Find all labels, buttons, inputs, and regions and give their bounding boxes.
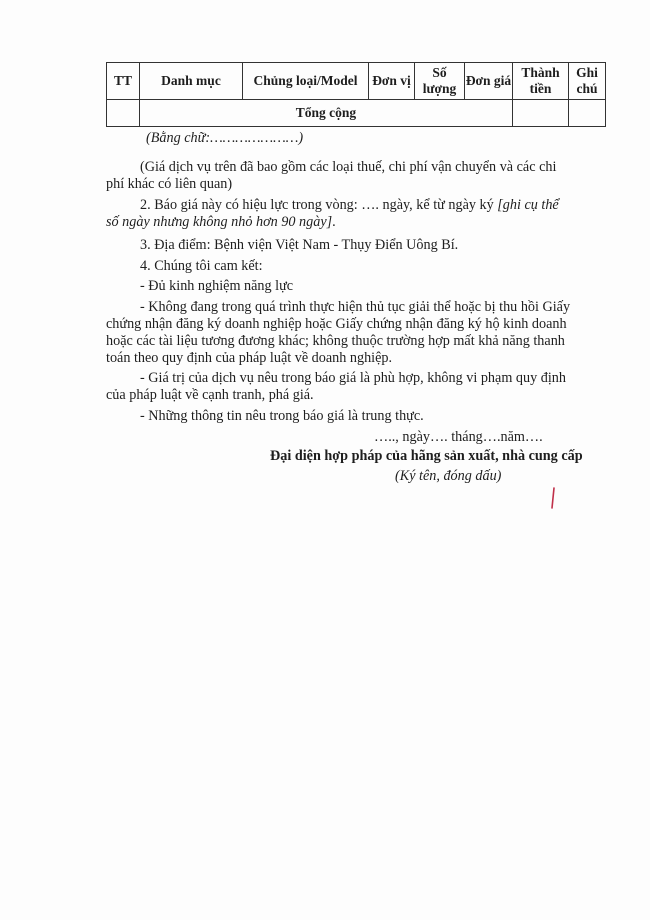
header-cell-note: Ghi chú: [569, 63, 606, 100]
item-2-line-1: [140, 196, 559, 214]
item-2-text: 2. Báo giá này có hiệu lực trong vòng: …. ngày, kể từ ngày ký: [140, 197, 498, 213]
total-empty-cell: [107, 100, 140, 127]
total-note-cell: [569, 100, 606, 127]
commitment-2-line-2: chứng nhận đăng ký doanh nghiệp hoặc Giấy chứng nhận đăng ký hộ kinh doanh: [106, 316, 567, 332]
amount-in-words: (Bằng chữ:…………………): [146, 130, 304, 146]
signature-note: (Ký tên, đóng dấu): [395, 468, 502, 484]
table-header-row: [107, 63, 606, 100]
item-2-line-2: [106, 213, 336, 231]
item-2-note-start: [ghi cụ thể: [497, 197, 559, 213]
commitment-1: - Đủ kinh nghiệm năng lực: [140, 278, 294, 294]
table-total-row: [107, 100, 606, 127]
header-cell-model: Chủng loại/Model: [243, 63, 369, 100]
signature-date: ….., ngày…. tháng….năm….: [374, 429, 543, 445]
commitment-4: - Những thông tin nêu trong báo giá là trung thực.: [140, 408, 424, 424]
vat-note-line-2: phí khác có liên quan): [106, 176, 233, 192]
header-cell-amount: Thành tiền: [513, 63, 569, 100]
header-cell-unit-price: Đơn giá: [465, 63, 513, 100]
signature-title: Đại diện hợp pháp của hãng sản xuất, nhà cung cấp: [270, 448, 583, 464]
header-cell-tt: TT: [107, 63, 140, 100]
commitment-2-line-4: toán theo quy định của pháp luật về doanh nghiệp.: [106, 350, 393, 366]
total-amount-cell: [513, 100, 569, 127]
header-cell-category: Danh mục: [140, 63, 243, 100]
vat-note-line-1: (Giá dịch vụ trên đã bao gồm các loại thuế, chi phí vận chuyển và các chi: [140, 159, 557, 175]
item-2-period: .: [332, 214, 336, 230]
commitment-2-line-1: - Không đang trong quá trình thực hiện thủ tục giải thể hoặc bị thu hồi Giấy: [140, 299, 571, 315]
total-label-cell: Tổng cộng: [140, 100, 513, 127]
quote-table: [106, 62, 606, 127]
item-2-note-end: số ngày nhưng không nhỏ hơn 90 ngày]: [106, 214, 333, 230]
commitment-2-line-3: hoặc các tài liệu tương đương khác; không thuộc trường hợp mất khả năng thanh: [106, 333, 565, 349]
pen-mark-icon: [549, 487, 557, 509]
commitment-3-line-1: - Giá trị của dịch vụ nêu trong báo giá là phù hợp, không vi phạm quy định: [140, 370, 566, 386]
item-4-commitment-heading: 4. Chúng tôi cam kết:: [140, 258, 263, 274]
header-cell-quantity: Số lượng: [415, 63, 465, 100]
item-3-location: 3. Địa điểm: Bệnh viện Việt Nam - Thụy Điển Uông Bí.: [140, 237, 459, 253]
commitment-3-line-2: của pháp luật về cạnh tranh, phá giá.: [106, 387, 314, 403]
header-cell-unit: Đơn vị: [369, 63, 415, 100]
